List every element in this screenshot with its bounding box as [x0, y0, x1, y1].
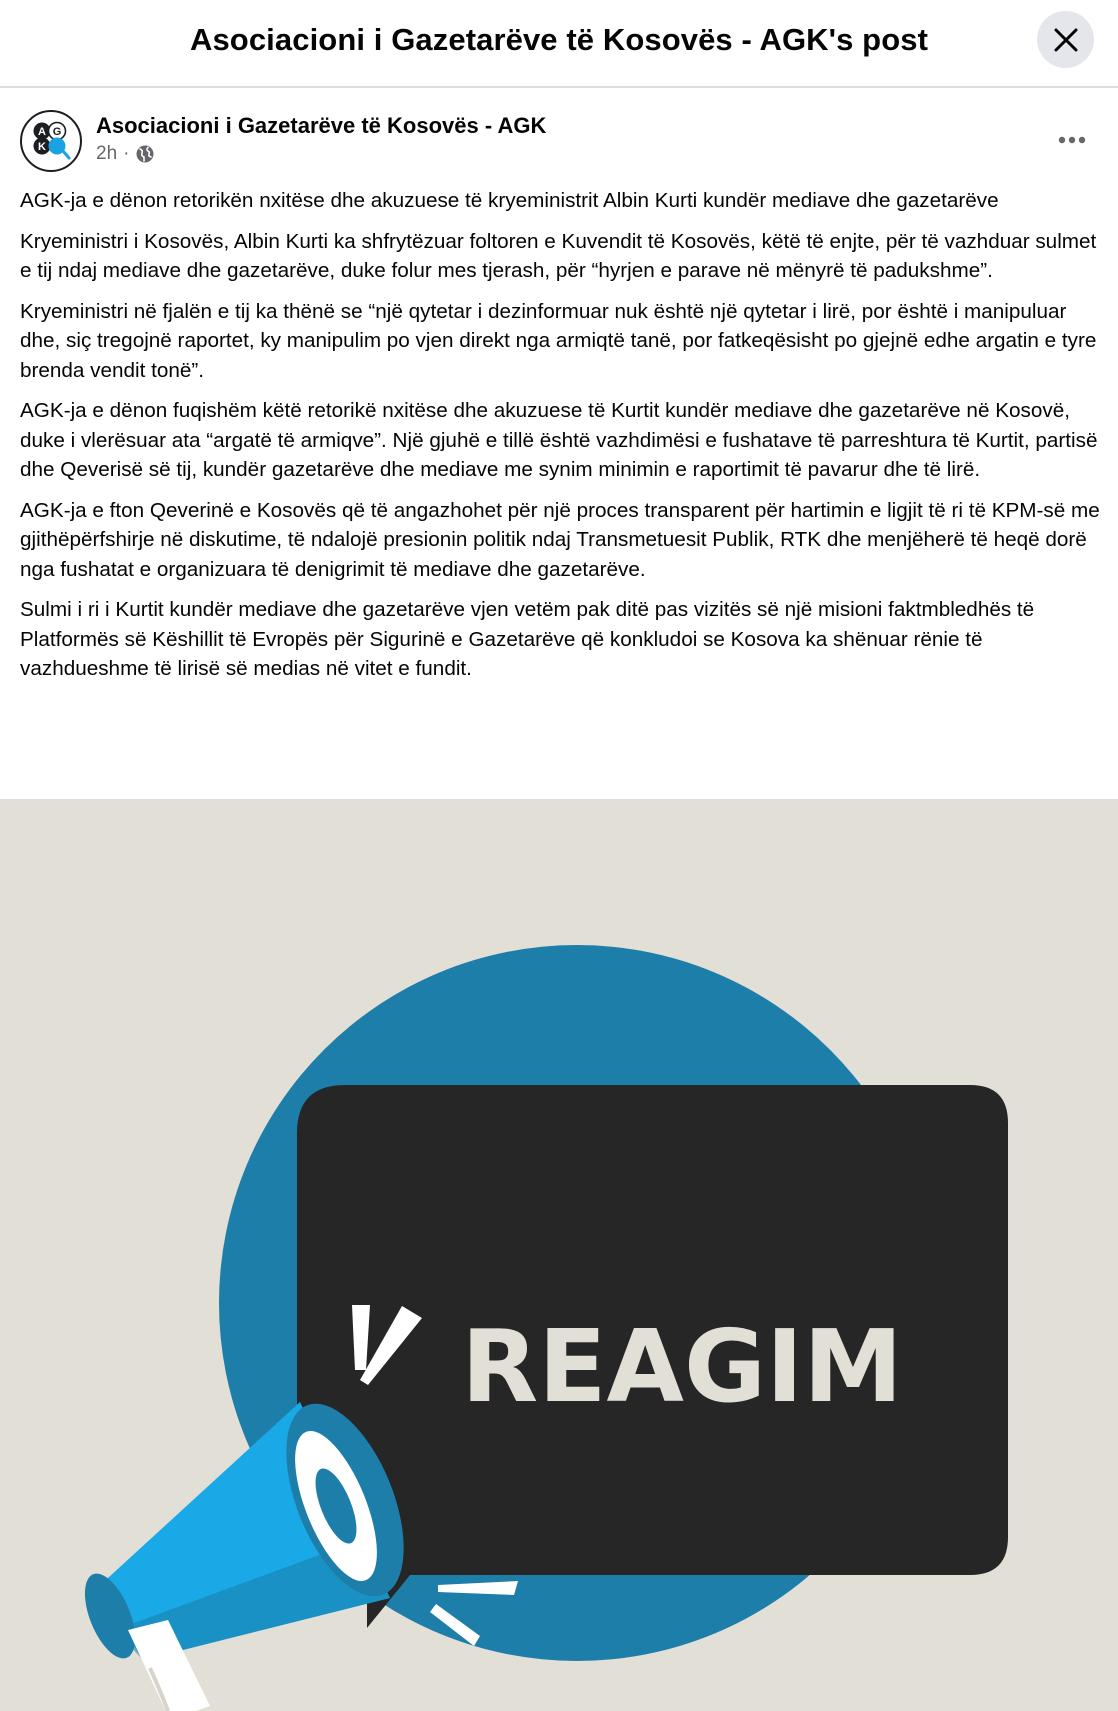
post-meta	[96, 143, 155, 165]
globe-icon	[135, 144, 155, 164]
close-icon	[1053, 27, 1079, 53]
post-paragraph: Sulmi i ri i Kurtit kundër mediave dhe gazetarëve vjen vetëm pak ditë pas vizitës së një misioni faktmbledhës të Platformës së Këshillit të Evropës për Sigurinë e Gazetarëve që konkludoi se Kosova ka shënuar rënie të vazhdueshme të lirisë së medias në vitet e fundit.	[20, 598, 1035, 680]
post-body	[20, 186, 1105, 695]
post-options-button[interactable]	[1050, 118, 1094, 162]
avatar-letter-g: G	[52, 126, 62, 138]
post-paragraph: AGK-ja e fton Qeverinë e Kosovës që të angazhohet për një proces transparent për hartimin e ligjit të ri të KPM-së me gjithëpërfshirje në diskutime, të ndalojë presionin politik ndaj Transmetuesit Publik, RTK dhe menjëherë të heqë dorë nga fushatat e organizuara të denigrimit të mediave dhe gazetarëve.	[20, 498, 1100, 581]
post-time[interactable]: 2h	[96, 143, 118, 164]
dialog-header	[0, 0, 1118, 88]
meta-separator: ·	[123, 143, 130, 164]
post-paragraph: Kryeministri i Kosovës, Albin Kurti ka shfrytëzuar foltoren e Kuvendit të Kosovës, këtë të enjte, për të vazhduar sulmet e tij ndaj mediave dhe gazetarëve, duke folur mes tjerash, për “hyrjen e parave në mënyrë të padukshme”.	[20, 229, 1097, 282]
post-paragraph: AGK-ja e dënon fuqishëm këtë retorikë nxitëse dhe akuzuese të Kurtit kundër mediave dhe gazetarëve në Kosovë, duke i vlerësuar ata “argatë të armiqve”. Një gjuhë e tillë është vazhdimësi e fushatave të parreshtura të Kurtit, partisë dhe Qeverisë së tij, kundër gazetarëve dhe mediave me synim minimin e raportimit të pavarur dhe të lirë.	[20, 399, 1098, 481]
reagim-graphic	[0, 800, 1118, 1711]
avatar-letter-k: K	[38, 141, 46, 153]
page-name-link[interactable]: Asociacioni i Gazetarëve të Kosovës - AGK	[96, 113, 547, 138]
more-dots-icon	[1057, 135, 1087, 145]
close-button[interactable]	[1037, 11, 1094, 68]
dialog-title: Asociacioni i Gazetarëve të Kosovës - AGK's post	[189, 22, 929, 57]
post-image[interactable]	[0, 799, 1118, 1711]
avatar-letter-a: A	[38, 126, 46, 138]
post-paragraph: AGK-ja e dënon retorikën nxitëse dhe akuzuese të kryeministrit Albin Kurti kundër mediave dhe gazetarëve	[20, 189, 999, 212]
post-paragraph: Kryeministri në fjalën e tij ka thënë se “një qytetar i dezinformuar nuk është një qytetar i lirë, por është i manipuluar dhe, siç tregojnë raportet, ky manipulim po vjen direkt nga armiqtë tanë, por fatkeqësisht po gjejnë edhe argatin e tyre brenda vendit tonë”.	[20, 299, 1097, 382]
avatar[interactable]	[19, 109, 83, 173]
post-header	[0, 88, 1118, 180]
reagim-label: REAGIM	[461, 1308, 903, 1425]
